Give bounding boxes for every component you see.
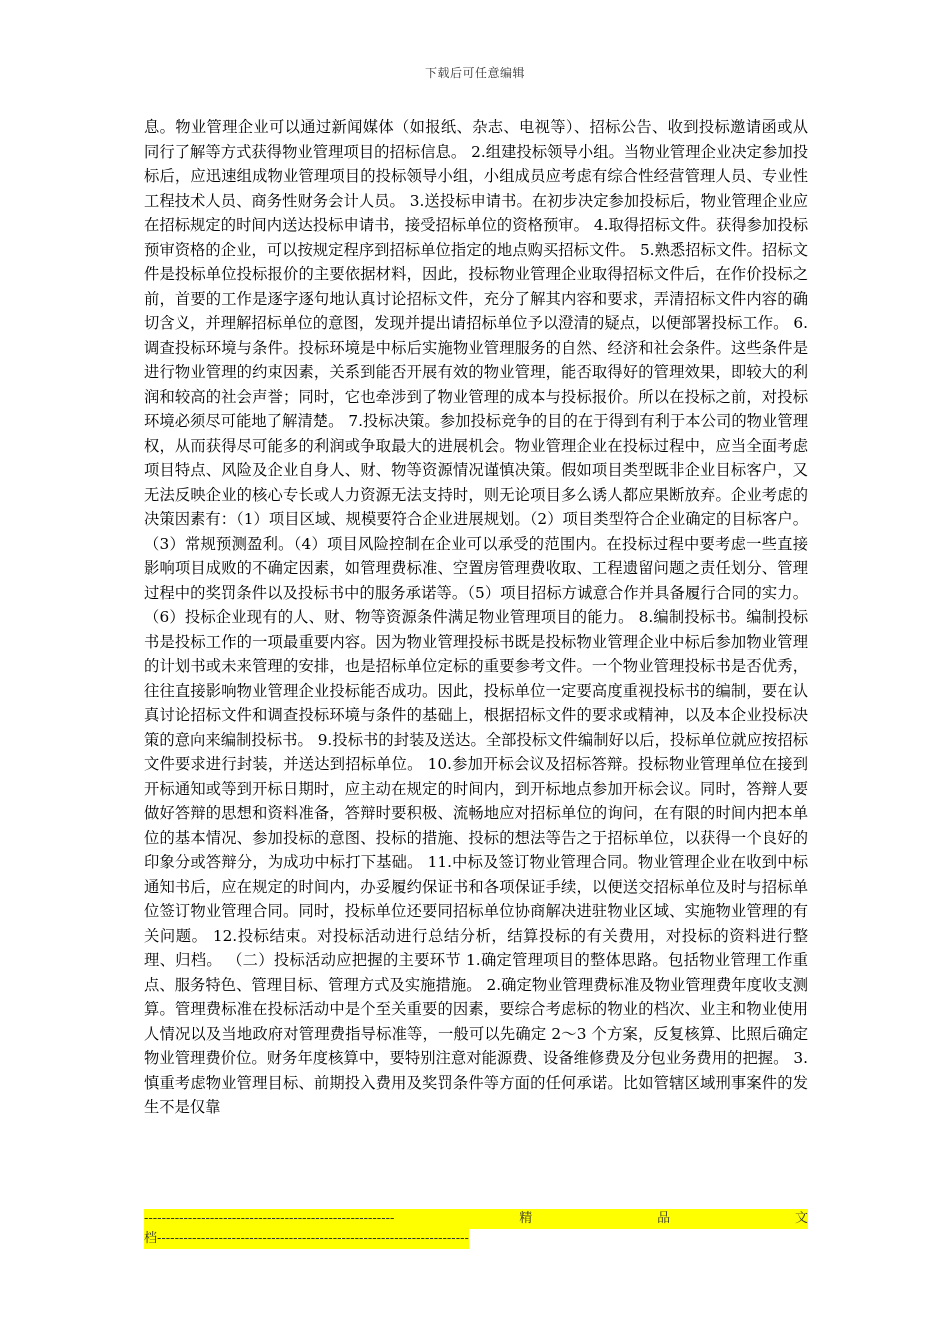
page-header: 下载后可任意编辑 [424, 66, 525, 80]
footer-row-1 [144, 1209, 808, 1229]
footer-watermark-band [144, 1209, 808, 1249]
document-body-text: 息。物业管理企业可以通过新闻媒体（如报纸、杂志、电视等）、招标公告、收到投标邀请函或从同行了解等方式获得物业管理项目的招标信息。 2.组建投标领导小组。当物业管理企业决定参加投标后，应迅速组成物业管理项目的投标领导小组，小组成员应考虑有综合性经营管理人员、专业性工程技术人员、商务性财务会计人员。 3.送投标申请书。在初步决定参加投标后，物业管理企业应在招标规定的时间内送达投标申请书，接受招标单位的资格预审。 4.取得招标文件。获得参加投标预审资格的企业，可以按规定程序到招标单位指定的地点购买招标文件。 5.熟悉招标文件。招标文件是投标单位投标报价的主要依据材料，因此，投标物业管理企业取得招标文件后，在作价投标之前，首要的工作是逐字逐句地认真讨论招标文件，充分了解其内容和要求，弄清招标文件内容的确切含义，并理解招标单位的意图，发现并提出请招标单位予以澄清的疑点，以便部署投标工作。 6.调查投标环境与条件。投标环境是中标后实施物业管理服务的自然、经济和社会条件。这些条件是进行物业管理的约束因素，关系到能否开展有效的物业管理，能否取得好的管理效果，即较大的利润和较高的社会声誉；同时，它也牵涉到了物业管理的成本与投标报价。所以在投标之前，对投标环境必须尽可能地了解清楚。 7.投标决策。参加投标竞争的目的在于得到有利于本公司的物业管理权，从而获得尽可能多的利润或争取最大的进展机会。物业管理企业在投标过程中，应当全面考虑项目特点、风险及企业自身人、财、物等资源情况谨慎决策。假如项目类型既非企业目标客户，又无法反映企业的核心专长或人力资源无法支持时，则无论项目多么诱人都应果断放弃。企业考虑的决策因素有：（1）项目区域、规模要符合企业进展规划。（2）项目类型符合企业确定的目标客户。（3）常规预测盈利。（4）项目风险控制在企业可以承受的范围内。在投标过程中要考虑一些直接影响项目成败的不确定因素，如管理费标准、空置房管理费收取、工程遗留问题之责任划分、管理过程中的奖罚条件以及投标书中的服务承诺等。（5）项目招标方诚意合作并具备履行合同的实力。（6）投标企业现有的人、财、物等资源条件满足物业管理项目的能力。 8.编制投标书。编制投标书是投标工作的一项最重要内容。因为物业管理投标书既是投标物业管理企业中标后参加物业管理的计划书或未来管理的安排，也是招标单位定标的重要参考文件。一个物业管理投标书是否优秀，往往直接影响物业管理企业投标能否成功。因此，投标单位一定要高度重视投标书的编制，要在认真讨论招标文件和调查投标环境与条件的基础上，根据招标文件的要求或精神，以及本企业投标决策的意向来编制投标书。 9.投标书的封装及送达。全部投标文件编制好以后，投标单位就应按招标文件要求进行封装，并送达到招标单位。 10.参加开标会议及招标答辩。投标物业管理单位在接到开标通知或等到开标日期时，应主动在规定的时间内，到开标地点参加开标会议。同时，答辩人要做好答辩的思想和资料准备，答辩时要积极、流畅地应对招标单位的询问，在有限的时间内把本单位的基本情况、参加投标的意图、投标的措施、投标的想法等告之于招标单位，以获得一个良好的印象分或答辩分，为成功中标打下基础。 11.中标及签订物业管理合同。物业管理企业在收到中标通知书后，应在规定的时间内，办妥履约保证书和各项保证手续，以便送交招标单位及时与招标单位签订物业管理合同。同时，投标单位还要同招标单位协商解决进驻物业区域、实施物业管理的有关问题。 12.投标结束。对投标活动进行总结分析，结算投标的有关费用，对投标的资料进行整理、归档。 （二）投标活动应把握的主要环节 1.确定管理项目的整体思路。包括物业管理工作重点、服务特色、管理目标、管理方式及实施措施。 2.确定物业管理费标准及物业管理费年度收支测算。管理费标准在投标活动中是个至关重要的因素，要综合考虑标的物业的档次、业主和物业使用人情况以及当地政府对管理费指导标准等，一般可以先确定 2～3 个方案，反复核算、比照后确定物业管理费价位。财务年度核算中，要特别注意对能源费、设备维修费及分包业务费用的把握。 3.慎重考虑物业管理目标、前期投入费用及奖罚条件等方面的任何承诺。比如管辖区域刑事案件的发生不是仅靠 [144, 118, 808, 1116]
footer-row-2: 档----------------------------------------------------------------------- [144, 1229, 469, 1249]
footer-char-jing: 精 [519, 1211, 533, 1226]
footer-char-wen: 文 [794, 1211, 808, 1226]
footer-dashes: --------------------------------------------------------- [144, 1211, 395, 1226]
footer-char-pin: 品 [657, 1211, 671, 1226]
